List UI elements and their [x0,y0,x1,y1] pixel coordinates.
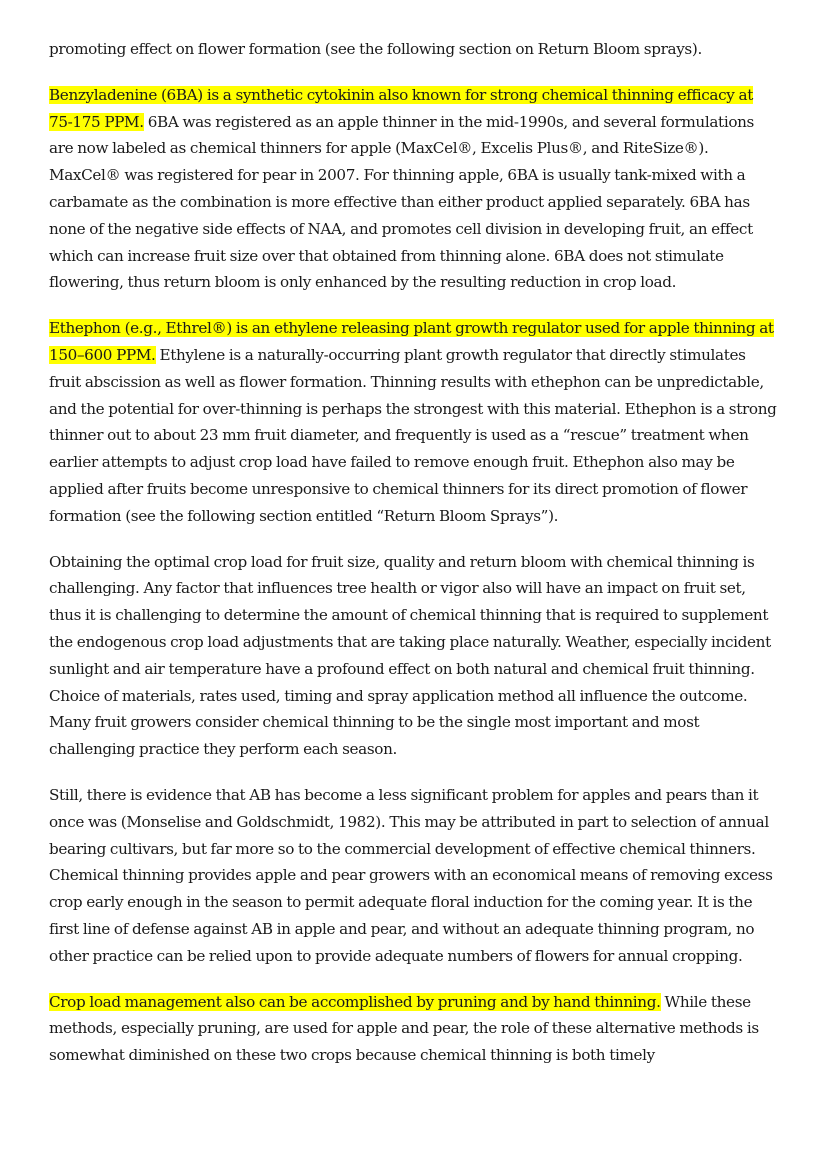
paragraph-alternate-bearing-evidence [49,782,779,970]
paragraph-text: Obtaining the optimal crop load for fruit size, quality and return bloom with chemical thinning is challenging. Any factor that influences tree health or vigor also will have an impact on fruit set, thus it is challenging to determine the amount of chemical thinning that is required to supplement the endogenous crop load adjustments that are taking place naturally. Weather, especially incident sunlight and air temperature have a profound effect on both natural and chemical fruit thinning. Choice of materials, rates used, timing and spray application method all influence the outcome. Many fruit growers consider chemical thinning to be the single most important and most challenging practice they perform each season. [49,552,771,759]
paragraph-text: Still, there is evidence that AB has become a less significant problem for apples and pears than it once was (Monselise and Goldschmidt, 1982). This may be attributed in part to selection of annual bearing cultivars, but far more so to the commercial development of effective chemical thinners. Chemical thinning provides apple and pear growers with an economical means of removing excess crop early enough in the season to permit adequate floral induction for the coming year. It is the first line of defense against AB in apple and pear, and without an adequate thinning program, no other practice can be relied upon to provide adequate numbers of flowers for annual cropping. [49,785,773,965]
document-page [49,36,779,1069]
highlighted-sentence: Benzyladenine (6BA) is a synthetic cytokinin also known for strong chemical thinning efficacy at 75-175 PPM. [49,85,753,131]
paragraph-text: promoting effect on flower formation (see the following section on Return Bloom sprays). [49,40,702,58]
paragraph-benzyladenine [49,82,779,296]
paragraph-text: 6BA was registered as an apple thinner in the mid-1990s, and several formulations are now labeled as chemical thinners for apple (MaxCel®, Excelis Plus®, and RiteSize®). MaxCel® was registered for pear in 2007. For thinning apple, 6BA is usually tank-mixed with a carbamate as the combination is more effective than either product applied separately. 6BA has none of the negative side effects of NAA, and promotes cell division in developing fruit, an effect which can increase fruit size over that obtained from thinning alone. 6BA does not stimulate flowering, thus return bloom is only enhanced by the resulting reduction in crop load. [49,112,754,292]
highlighted-sentence: Ethephon (e.g., Ethrel®) is an ethylene releasing plant growth regulator used for apple thinning at 150–600 PPM. [49,319,774,364]
paragraph-ethephon [49,315,779,529]
paragraph-return-bloom-continuation [49,36,779,63]
paragraph-optimal-crop-load [49,549,779,763]
paragraph-text: Ethylene is a naturally-occurring plant growth regulator that directly stimulates fruit abscission as well as flower formation. Thinning results with ethephon can be unpredictable, and the potential for over-thinning is perhaps the strongest with this material. Ethephon is a strong thinner out to about 23 mm fruit diameter, and frequently is used as a “rescue” treatment when earlier attempts to adjust crop load have failed to remove enough fruit. Ethephon also may be applied after fruits become unresponsive to chemical thinners for its direct promotion of flower formation (see the following section entitled “Return Bloom Sprays”). [49,345,777,525]
paragraph-text: While these methods, especially pruning, are used for apple and pear, the role of these alternative methods is somewhat diminished on these two crops because chemical thinning is both timely [49,992,759,1065]
paragraph-crop-load-management [49,989,779,1069]
highlighted-sentence: Crop load management also can be accomplished by pruning and by hand thinning. [49,992,661,1011]
